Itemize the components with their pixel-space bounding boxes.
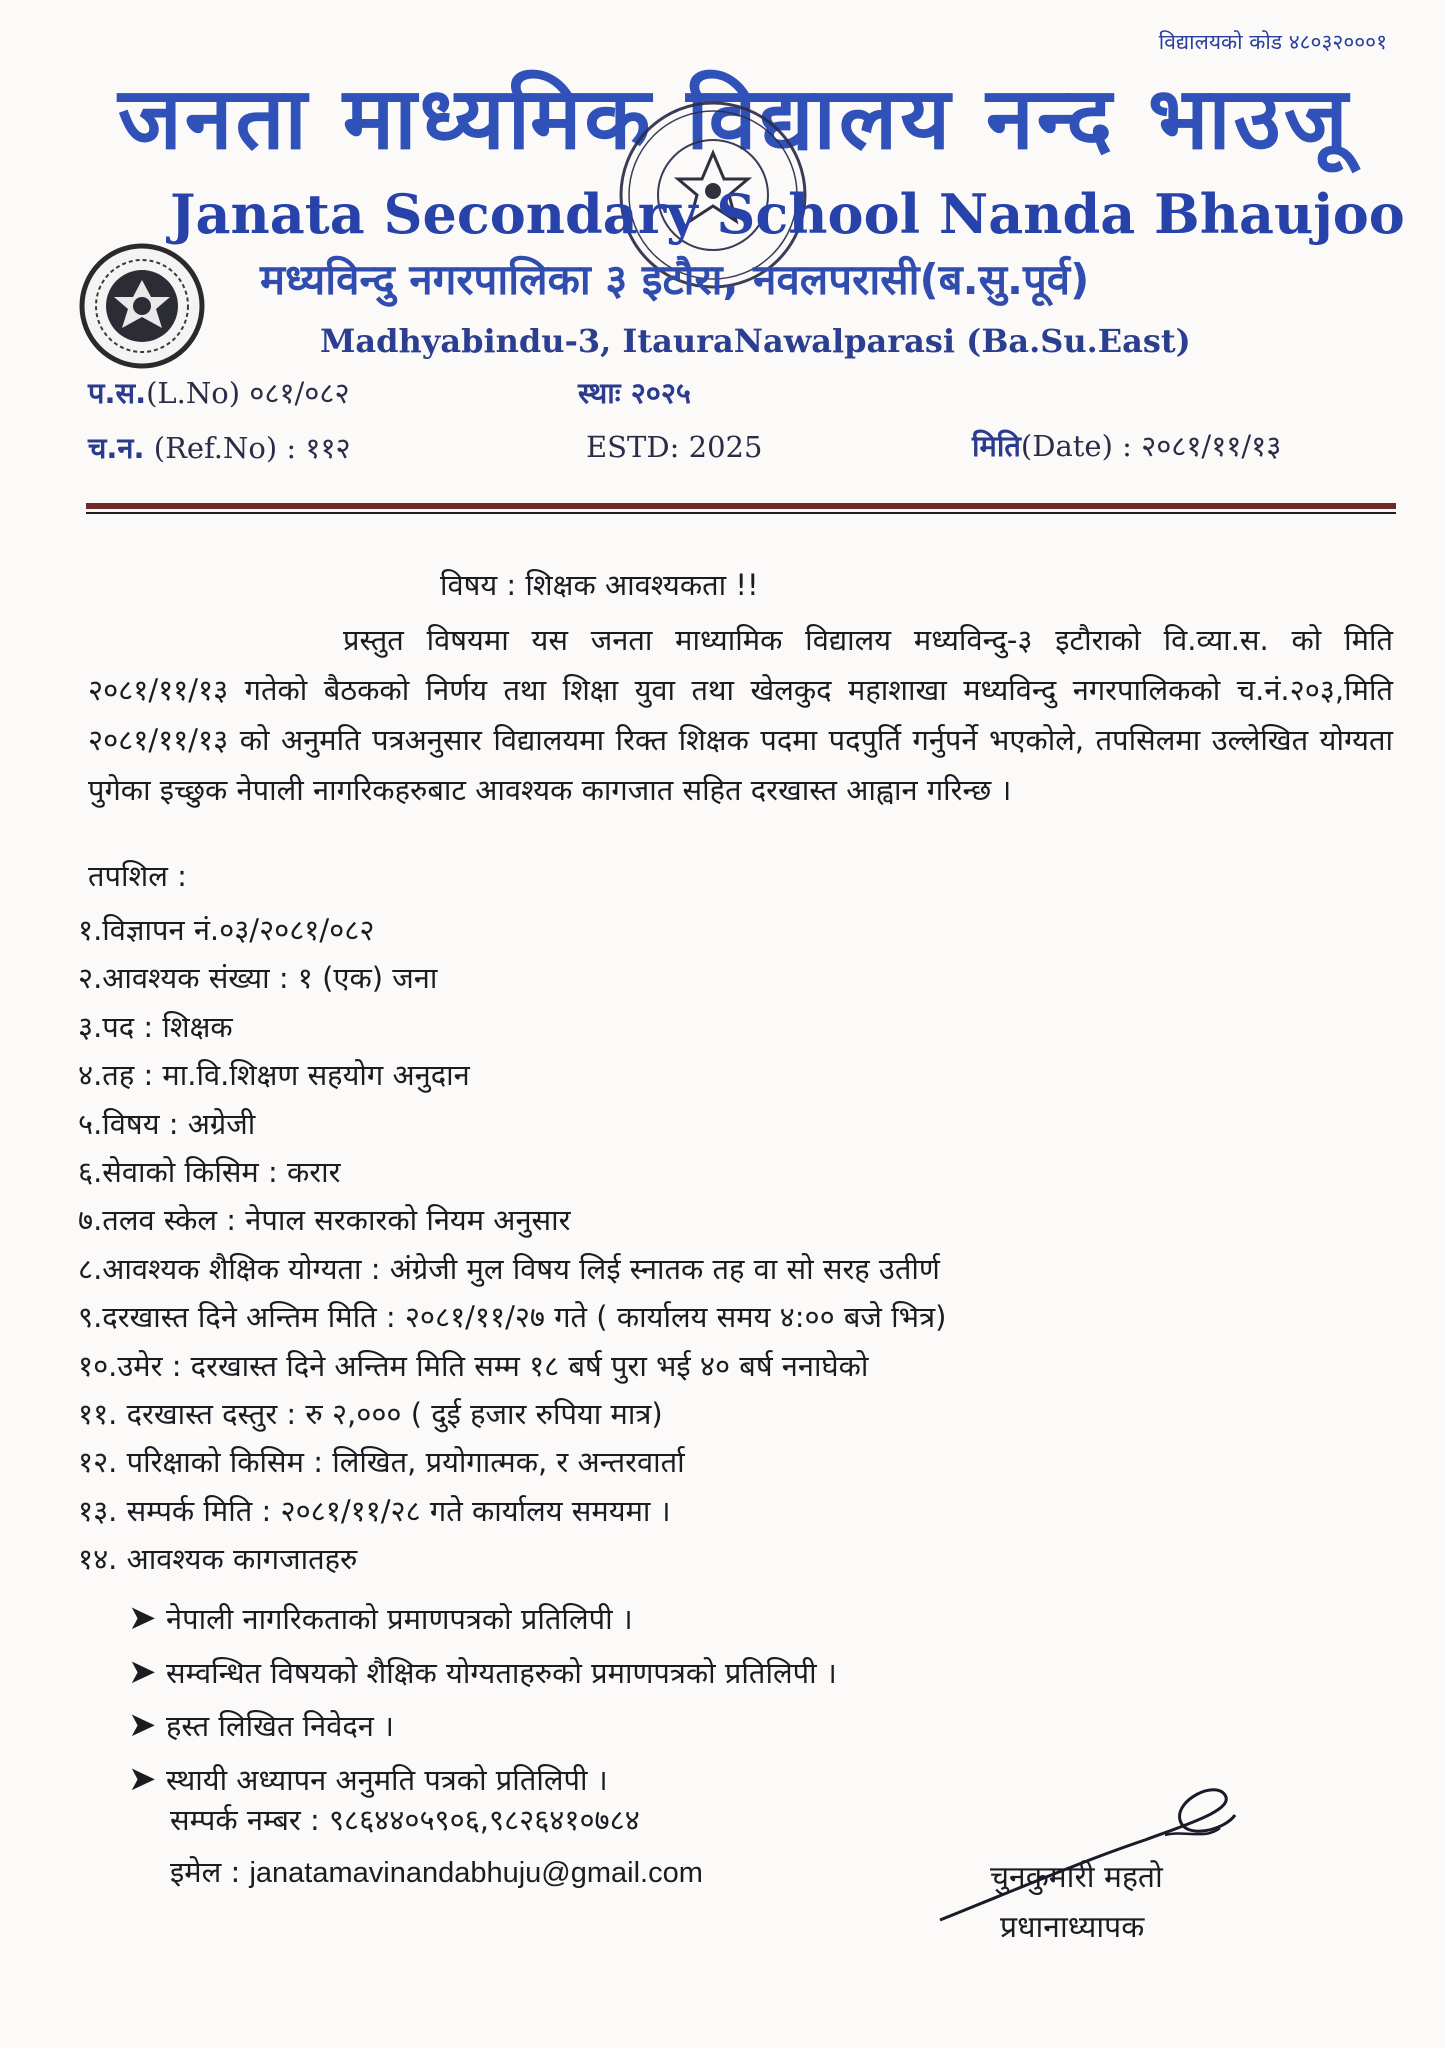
established-nepali-text: स्थाः २०२५ xyxy=(578,376,692,410)
letter-body: प्रस्तुत विषयमा यस जनता माध्यामिक विद्यालय मध्यविन्दु-३ इटौराको वि.व्या.स. को मिति २०८१/११/१३ गतेको बैठकको निर्णय तथा शिक्षा युवा तथा खेलकुद महाशाखा मध्यविन्दु नगरपालिकको च.नं.२०३,मिति २०८१/११/१३ को अनुमति पत्रअनुसार विद्यालयमा रिक्त शिक्षक पदमा पदपुर्ति गर्नुपर्ने भएकोले, तपसिलमा उल्लेखित योग्यता पुगेका इच्छुक नेपाली नागरिकहरुबाट आवश्यक कागजात सहित दरखास्त आह्वान गरिन्छ । xyxy=(88,623,1393,807)
established-nepali xyxy=(578,373,691,412)
details-list xyxy=(78,906,946,1583)
list-item: १.विज्ञापन नं.०३/२०८१/०८२ xyxy=(78,913,375,947)
list-item: १३. सम्पर्क मिति : २०८१/११/२८ गते कार्यालय समयमा । xyxy=(78,1493,671,1528)
document-text: हस्त लिखित निवेदन । xyxy=(166,1709,395,1743)
document-text: सम्वन्धित विषयको शैक्षिक योग्यताहरुको प्रमाणपत्रको प्रतिलिपी । xyxy=(166,1655,837,1690)
list-item: ९.दरखास्त दिने अन्तिम मिति : २०८१/११/२७ गते ( कार्यालय समय ४:०० बजे भित्र) xyxy=(78,1300,947,1335)
reference-number-value: ११२ xyxy=(305,431,351,465)
reference-number-label: च.न. xyxy=(88,431,145,465)
letter-number-value: ०८१/०८२ xyxy=(249,376,350,410)
list-item: ६.सेवाको किसिम : करार xyxy=(78,1154,341,1189)
document-item xyxy=(128,1646,837,1700)
date-label: मिति xyxy=(972,429,1021,463)
school-code: विद्यालयको कोड ४८०३२०००१ xyxy=(1158,30,1387,54)
list-item: ४.तह : मा.वि.शिक्षण सहयोग अनुदान xyxy=(78,1058,470,1093)
list-item: १४. आवश्यक कागजातहरु xyxy=(78,1542,358,1577)
signatory-name: चुनकुमारी महतो xyxy=(990,1860,1163,1895)
required-documents-list xyxy=(128,1592,837,1806)
list-item: २.आवश्यक संख्या : १ (एक) जना xyxy=(78,961,438,996)
contact-email xyxy=(170,1852,703,1891)
letter-number-label: प.स. xyxy=(88,376,147,410)
school-name-english: Janata Secondary School Nanda Bhaujoo xyxy=(170,182,1405,246)
contact-number-value: ९८६४४०५९०६,९८२६४१०७८४ xyxy=(328,1803,640,1837)
list-item: ११. दरखास्त दस्तुर : रु २,००० ( दुई हजार रुपिया मात्र) xyxy=(78,1396,663,1431)
email-label: इमेल : xyxy=(170,1855,241,1889)
list-item: ८.आवश्यक शैक्षिक योग्यता : अंग्रेजी मुल विषय लिई स्नातक तह वा सो सरह उतीर्ण xyxy=(78,1251,940,1286)
header-divider-thin xyxy=(86,512,1396,514)
date-label-en: (Date) : xyxy=(1020,429,1132,463)
letter-number xyxy=(88,373,350,412)
list-item: ५.विषय : अग्रेजी xyxy=(78,1106,256,1141)
letter-date xyxy=(972,426,1281,465)
list-item: १२. परिक्षाको किसिम : लिखित, प्रयोगात्मक, र अन्तरवार्ता xyxy=(78,1445,685,1480)
address-english: Madhyabindu-3, ItauraNawalparasi (Ba.Su.East) xyxy=(320,322,1191,360)
letter-number-label-en: (L.No) xyxy=(146,376,241,410)
document-item xyxy=(128,1592,837,1646)
document-item xyxy=(128,1753,837,1807)
reference-number-label-en: (Ref.No) : xyxy=(153,431,297,465)
arrow-bullet-icon: ➤ xyxy=(128,1758,157,1799)
details-heading: तपशिल : xyxy=(88,859,187,893)
document-text: स्थायी अध्यापन अनुमति पत्रको प्रतिलिपी । xyxy=(166,1762,608,1797)
list-item: ७.तलव स्केल : नेपाल सरकारको नियम अनुसार xyxy=(78,1203,571,1238)
established-english xyxy=(586,430,762,464)
arrow-bullet-icon: ➤ xyxy=(128,1598,157,1638)
list-item: ३.पद : शिक्षक xyxy=(78,1009,233,1044)
arrow-bullet-icon: ➤ xyxy=(128,1705,157,1745)
signatory-title: प्रधानाध्यापक xyxy=(1000,1910,1145,1945)
contact-number xyxy=(170,1800,640,1839)
list-item: १०.उमेर : दरखास्त दिने अन्तिम मिति सम्म १८ बर्ष पुरा भई ४० बर्ष ननाघेको xyxy=(78,1348,869,1383)
arrow-bullet-icon: ➤ xyxy=(128,1651,157,1692)
contact-number-label: सम्पर्क नम्बर : xyxy=(170,1803,320,1837)
school-logo-icon xyxy=(78,242,206,370)
reference-number xyxy=(88,428,351,467)
address-nepali: मध्यविन्दु नगरपालिका ३ इटौरा, नवलपरासी(ब.सु.पूर्व) xyxy=(260,255,1090,304)
document-text: नेपाली नागरिकताको प्रमाणपत्रको प्रतिलिपी । xyxy=(166,1602,633,1636)
date-value: २०८१/११/१३ xyxy=(1141,429,1282,463)
school-name-nepali: जनता माध्यमिक विद्यालय नन्द भाउजू xyxy=(118,69,1351,169)
established-english-text: ESTD: 2025 xyxy=(586,430,763,464)
email-address: janatamavinandabhuju@gmail.com xyxy=(249,1857,703,1889)
header-divider xyxy=(86,503,1396,509)
letter-subject: विषय : शिक्षक आवश्यकता !! xyxy=(440,568,759,602)
document-item xyxy=(128,1699,837,1753)
